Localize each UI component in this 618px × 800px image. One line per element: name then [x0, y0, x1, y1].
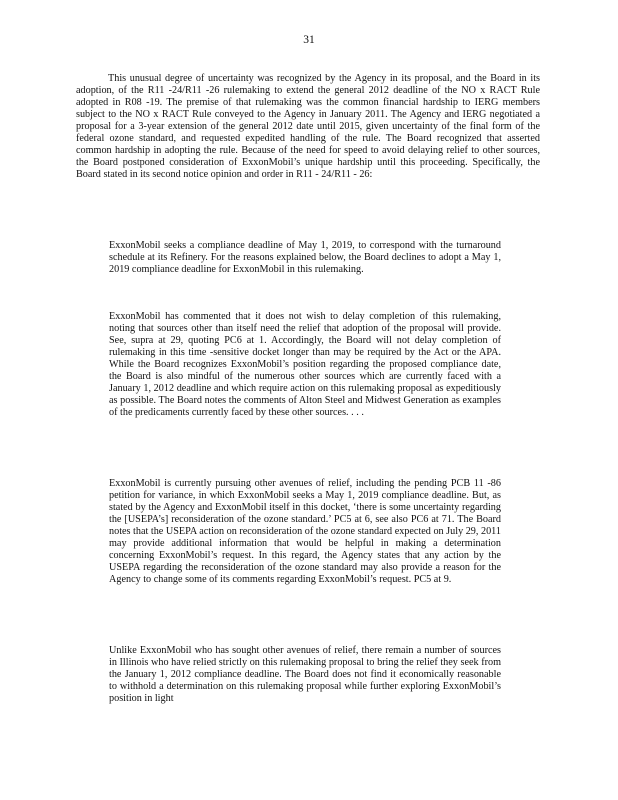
quoted-paragraph-1: ExxonMobil seeks a compliance deadline of May 1, 2019, to correspond with the turnaround schedule at its Refinery. For the reasons explained below, the Board declines to adopt a May 1, 2019 compliance deadline for ExxonMobil in this rulemaking. — [109, 240, 501, 275]
page-number: 31 — [303, 34, 315, 46]
quoted-paragraph-4: Unlike ExxonMobil who has sought other avenues of relief, there remain a number of sources in Illinois who have relied strictly on this rulemaking proposal to bring the relief they seek from the January 1, 2012 compliance deadline. The Board does not find it economically reasonable to withhold a determination on this rulemaking proposal while further exploring ExxonMobil’s position in light — [109, 645, 501, 704]
quoted-paragraph-3: ExxonMobil is currently pursuing other avenues of relief, including the pending PCB 11 -86 petition for variance, in which ExxonMobil seeks a May 1, 2019 compliance deadline. But, as stated by the Agency and ExxonMobil itself in this docket, ‘there is some uncertainty regarding the [USEPA’s] reconsideration of the ozone standard.’ PC5 at 6, see also PC6 at 71. The Board notes that the USEPA action on reconsideration of the ozone standard expected on July 29, 2011 may provide additional information that would be helpful in making a determination concerning ExxonMobil’s request. In this regard, the Agency states that any action by the USEPA regarding the reconsideration of the ozone standard may also provide a reason for the Agency to change some of its comments regarding ExxonMobil’s request. PC5 at 9. — [109, 478, 501, 585]
intro-paragraph: This unusual degree of uncertainty was recognized by the Agency in its proposal, and the Board in its adoption, of the R11 -24/R11 -26 rulemaking to extend the general 2012 deadline of the NO x RACT Rule adopted in R08 -19. The premise of that rulemaking was the common financial hardship to IERG members subject to the NO x RACT Rule conveyed to the Agency in January 2011. The Agency and IERG negotiated a proposal for a 3-year extension of the general 2012 date until 2015, given uncertainty of the final form of the federal ozone standard, and requested expedited handling of the rule. The Board recognized that asserted common hardship in adopting the rule. Because of the need for speed to avoid delaying relief to other sources, the Board postponed consideration of ExxonMobil’s unique hardship until this proceeding. Specifically, the Board stated in its second notice opinion and order in R11 - 24/R11 - 26: — [76, 73, 540, 180]
quoted-paragraph-2: ExxonMobil has commented that it does not wish to delay completion of this rulemaking, noting that sources other than itself need the relief that adoption of the proposal will provide. See, supra at 29, quoting PC6 at 1. Accordingly, the Board will not delay completion of rulemaking in this time -sensitive docket longer than may be required by the Act or the APA. While the Board recognizes ExxonMobil’s position regarding the proposed compliance date, the Board is also mindful of the numerous other sources which are currently faced with a January 1, 2012 deadline and which require action on this rulemaking proposal as expeditiously as possible. The Board notes the comments of Alton Steel and Midwest Generation as examples of the predicaments currently faced by these other sources. . . . — [109, 311, 501, 418]
